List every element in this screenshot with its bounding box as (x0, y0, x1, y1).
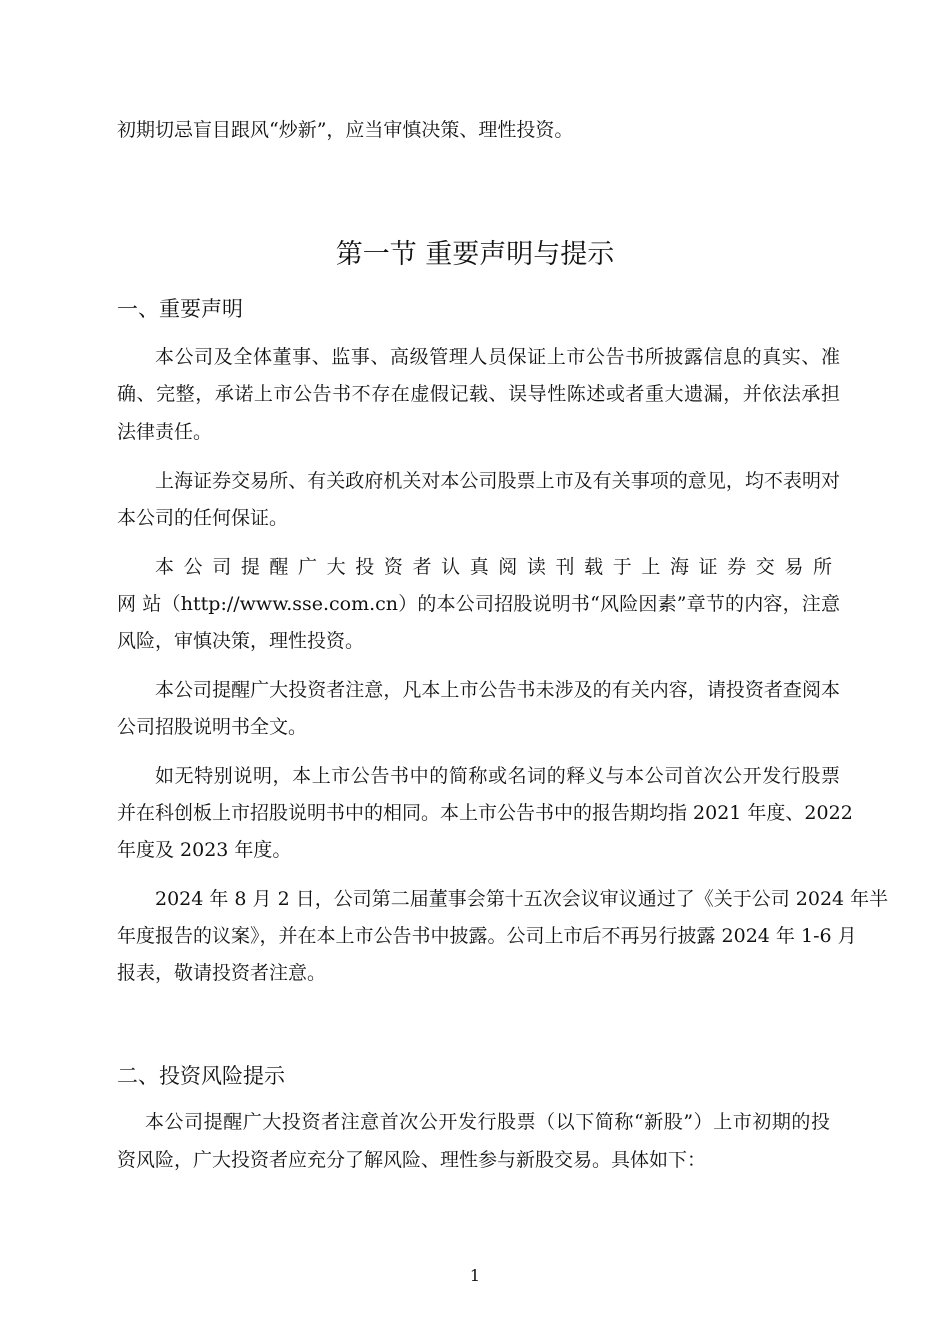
section-title: 第一节 重要声明与提示 (335, 239, 615, 270)
para6-line: 2024 年 8 月 2 日，公司第二届董事会第十五次会议审议通过了《关于公司 2024 年半 (155, 888, 889, 910)
para5-line: 如无特别说明，本上市公告书中的简称或名词的释义与本公司首次公开发行股票 (155, 765, 840, 787)
para3-line: 风险，审慎决策，理性投资。 (117, 630, 365, 652)
para7-line: 本公司提醒广大投资者注意首次公开发行股票（以下简称“新股”）上市初期的投 (145, 1111, 830, 1133)
para6-line: 报表，敬请投资者注意。 (117, 962, 327, 984)
page-number: 1 (469, 1266, 481, 1285)
heading-important-statement: 一、重要声明 (117, 297, 243, 321)
para1-line: 法律责任。 (117, 421, 213, 443)
para2-line: 本公司的任何保证。 (117, 507, 289, 529)
para1-line: 本公司及全体董事、监事、高级管理人员保证上市公告书所披露信息的真实、准 (155, 346, 840, 368)
para5-line: 年度及 2023 年度。 (117, 839, 292, 861)
para4-line: 公司招股说明书全文。 (117, 716, 308, 738)
para1-line: 确、完整，承诺上市公告书不存在虚假记载、误导性陈述或者重大遗漏，并依法承担 (117, 383, 840, 405)
heading-investment-risk: 二、投资风险提示 (117, 1064, 285, 1088)
para6-line: 年度报告的议案》，并在本上市公告书中披露。公司上市后不再另行披露 2024 年 1-6 月 (117, 925, 857, 947)
para3-line: 网 站（http://www.sse.com.cn）的本公司招股说明书“风险因素”章节的内容，注意 (117, 593, 840, 615)
intro-tail-text: 初期切忌盲目跟风“炒新”，应当审慎决策、理性投资。 (117, 119, 574, 141)
para7-line: 资风险，广大投资者应充分了解风险、理性参与新股交易。具体如下： (117, 1149, 707, 1171)
para4-line: 本公司提醒广大投资者注意，凡本上市公告书未涉及的有关内容，请投资者查阅本 (155, 679, 840, 701)
para5-line: 并在科创板上市招股说明书中的相同。本上市公告书中的报告期均指 2021 年度、2022 (117, 802, 853, 824)
para3-line: 本公司提醒广大投资者认真阅读刊载于上海证券交易所 (155, 556, 832, 578)
para2-line: 上海证券交易所、有关政府机关对本公司股票上市及有关事项的意见，均不表明对 (155, 470, 840, 492)
